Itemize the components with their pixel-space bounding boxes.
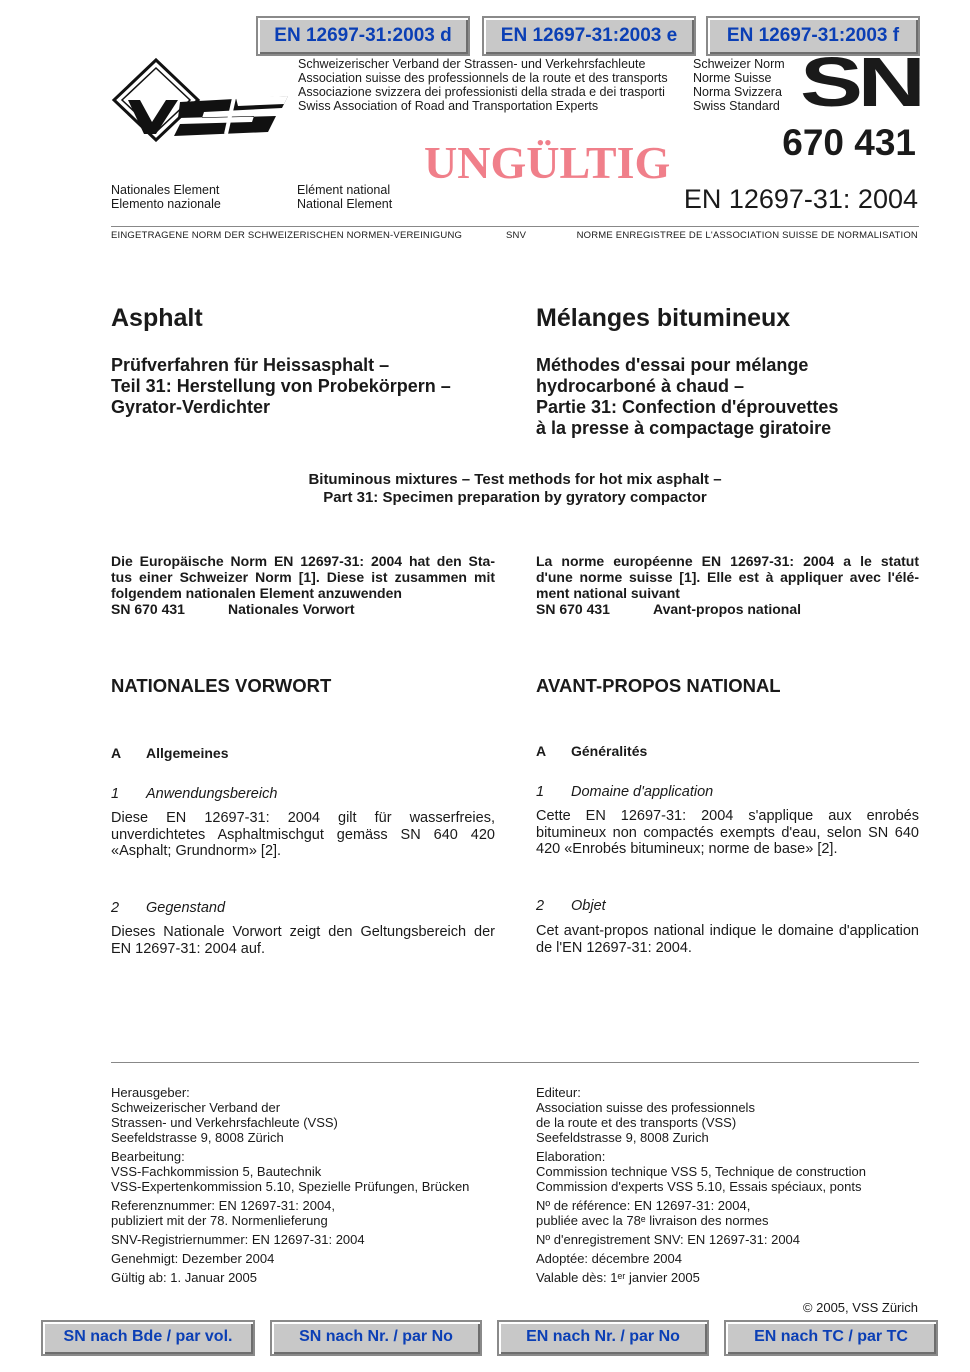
subtitle-de-line: Teil 31: Herstellung von Probekörpern – [111, 376, 451, 396]
nav-en-by-number-button[interactable] [497, 1320, 709, 1356]
element-de: Nationales Element [111, 183, 220, 197]
footer-de-line: Seefeldstrasse 9, 8008 Zürich [111, 1130, 284, 1145]
nav-en-by-tc-label: EN nach TC / par TC [754, 1328, 908, 1345]
footer-fr-line: Elaboration: [536, 1149, 606, 1164]
assoc-line-it: Associazione svizzera dei professionisti della strada e dei trasporti [298, 85, 665, 99]
intro-de-line: folgendem nationalen Element anzuwenden [111, 585, 402, 601]
footer-fr-line: Nº de référence: EN 12697-31: 2004, [536, 1198, 751, 1213]
intro-fr-sn-label: Avant-propos national [653, 601, 802, 617]
nav-en-by-number-label: EN nach Nr. / par No [526, 1328, 680, 1345]
clause2-fr-number: 2 [536, 898, 545, 914]
sn-logo: SN [800, 43, 921, 121]
footer-de-line: VSS-Expertenkommission 5.10, Spezielle Prüfungen, Brücken [111, 1179, 470, 1194]
footer-fr-line: Nº d'enregistrement SNV: EN 12697-31: 2004 [536, 1232, 801, 1247]
clause2-text-de: Dieses Nationale Vorwort zeigt den Geltungsbereich der EN 12697-31: 2004 auf. [111, 924, 495, 957]
clause2-de-title: Gegenstand [146, 900, 226, 916]
norm-line-fr: Norme Suisse [693, 71, 772, 85]
footer-fr-line: Commission technique VSS 5, Technique de construction [536, 1164, 867, 1179]
assoc-line-de: Schweizerischer Verband der Strassen- und Verkehrsfachleute [298, 57, 646, 71]
element-fr: Elément national [297, 183, 391, 197]
copyright: © 2005, VSS Zürich [802, 1300, 918, 1315]
section-heading-de: NATIONALES VORWORT [111, 675, 332, 696]
intro-de-line: Die Europäische Norm EN 12697-31: 2004 hat den Sta- [111, 553, 495, 569]
intro-fr-sn: SN 670 431 [536, 601, 610, 617]
intro-de [111, 553, 495, 617]
clause1-text-fr: Cette EN 12697-31: 2004 s'applique aux enrobés bitumineux non compactés exempts d'eau, selon SN 640 420 «Enrobés bitumineux; norme de base» [2]. [536, 808, 919, 857]
intro-de-sn: SN 670 431 [111, 601, 185, 617]
clause2-heading-fr [536, 898, 606, 914]
norm-line-en: Swiss Standard [693, 99, 780, 113]
nav-en-e-button[interactable] [482, 16, 696, 56]
subsection-fr-letter: A [536, 743, 547, 759]
subtitle-de [111, 355, 451, 418]
subtitle-fr-line: Partie 31: Confection d'éprouvettes [536, 397, 839, 417]
nav-en-d-label: EN 12697-31:2003 d [274, 25, 452, 46]
doc-number: 670 431 [782, 122, 916, 163]
nav-en-by-tc-button[interactable] [724, 1320, 938, 1356]
intro-de-sn-label: Nationales Vorwort [228, 601, 355, 617]
footer-fr-line: Adoptée: décembre 2004 [536, 1251, 682, 1266]
element-left [111, 183, 221, 211]
subtitle-fr-line: hydrocarboné à chaud – [536, 376, 745, 396]
footer-de-line: Referenznummer: EN 12697-31: 2004, [111, 1198, 336, 1213]
footer-de-line: Schweizerischer Verband der [111, 1100, 281, 1115]
subtitle-de-line: Prüfverfahren für Heissasphalt – [111, 355, 390, 375]
subsection-fr-title: Généralités [571, 743, 648, 759]
footer-de-line: Gültig ab: 1. Januar 2005 [111, 1270, 257, 1285]
footer-divider [111, 1062, 919, 1063]
section-heading-fr: AVANT-PROPOS NATIONAL [536, 675, 781, 696]
title-de: Asphalt [111, 304, 203, 332]
footer-de-line: Herausgeber: [111, 1085, 190, 1100]
header-divider [111, 226, 919, 227]
nav-en-f-label: EN 12697-31:2003 f [726, 25, 900, 46]
assoc-line-fr: Association suisse des professionnels de la route et des transports [298, 71, 668, 85]
footer-fr-line: Valable dès: 1ᵉʳ janvier 2005 [536, 1270, 700, 1285]
footer-de-line: SNV-Registriernummer: EN 12697-31: 2004 [111, 1232, 365, 1247]
title-fr: Mélanges bitumineux [536, 304, 791, 332]
nav-sn-by-volume-label: SN nach Bde / par vol. [63, 1328, 233, 1345]
footer-de-line: VSS-Fachkommission 5, Bautechnik [111, 1164, 322, 1179]
footer-fr-line: Editeur: [536, 1085, 581, 1100]
subtitle-fr-line: à la presse à compactage giratoire [536, 418, 832, 438]
clause1-heading-fr [536, 784, 713, 800]
clause1-fr-number: 1 [536, 784, 545, 800]
clause1-de-title: Anwendungsbereich [146, 786, 278, 802]
element-it: Elemento nazionale [111, 197, 221, 211]
english-title-line: Part 31: Specimen preparation by gyratory compactor [323, 489, 707, 506]
footer-fr-line: publiée avec la 78ᵉ livraison des normes [536, 1213, 769, 1228]
footer-fr [536, 1085, 866, 1285]
vss-logo [108, 56, 292, 142]
footer-fr-line: de la route et des transports (VSS) [536, 1115, 737, 1130]
clause1-de-number: 1 [111, 786, 120, 802]
norm-type-names [693, 57, 785, 113]
subtitle-fr [536, 355, 838, 439]
nav-en-d-button[interactable] [256, 16, 470, 56]
footer-de-line: publiziert mit der 78. Normenlieferung [111, 1213, 328, 1228]
nav-sn-by-volume-button[interactable] [41, 1320, 255, 1356]
footer-fr-line: Association suisse des professionnels [536, 1100, 755, 1115]
intro-fr-line: La norme européenne EN 12697-31: 2004 a le statut [536, 553, 919, 569]
clause1-fr-title: Domaine d'application [571, 784, 714, 800]
norm-line-de: Schweizer Norm [693, 57, 785, 71]
footer-fr-line: Seefeldstrasse 9, 8008 Zurich [536, 1130, 709, 1145]
clause2-heading-de [111, 900, 225, 916]
element-right [297, 183, 392, 211]
invalid-stamp: UNGÜLTIG [424, 137, 671, 188]
association-names [298, 57, 668, 113]
nav-en-e-label: EN 12697-31:2003 e [500, 25, 678, 46]
footer-de [111, 1085, 469, 1285]
footer-de-line: Genehmigt: Dezember 2004 [111, 1251, 275, 1266]
subsection-de-title: Allgemeines [146, 745, 229, 761]
subsection-de [111, 745, 228, 761]
clause2-fr-title: Objet [571, 898, 606, 914]
nav-sn-by-number-button[interactable] [270, 1320, 482, 1356]
subtitle-fr-line: Méthodes d'essai pour mélange [536, 355, 809, 375]
clause1-heading-de [111, 786, 277, 802]
intro-de-line: tus einer Schweizer Norm [1]. Diese ist zusammen mit [111, 569, 495, 585]
footer-de-line: Bearbeitung: [111, 1149, 185, 1164]
nav-sn-by-number-label: SN nach Nr. / par No [299, 1328, 453, 1345]
clause2-de-number: 2 [111, 900, 120, 916]
registration-left: EINGETRAGENE NORM DER SCHWEIZERISCHEN NORMEN-VEREINIGUNG [111, 230, 463, 241]
registration-right: NORME ENREGISTREE DE L'ASSOCIATION SUISSE DE NORMALISATION [576, 230, 918, 241]
english-title-line: Bituminous mixtures – Test methods for hot mix asphalt – [308, 471, 722, 488]
registration-mid: SNV [506, 230, 527, 241]
english-title [111, 471, 919, 507]
norm-line-it: Norma Svizzera [693, 85, 782, 99]
clause2-text-fr: Cet avant-propos national indique le domaine d'application de l'EN 12697-31: 2004. [536, 923, 919, 956]
assoc-line-en: Swiss Association of Road and Transportation Experts [298, 99, 599, 113]
intro-fr-line: d'une norme suisse [1]. Elle est à appliquer avec l'élé- [536, 569, 919, 585]
subtitle-de-line: Gyrator-Verdichter [111, 397, 271, 417]
clause1-text-de: Diese EN 12697-31: 2004 gilt für wasserfreies, unverdichtetes Asphaltmischgut gemäss SN 640 420 «Asphalt; Grundnorm» [2]. [111, 810, 495, 859]
intro-fr [536, 553, 919, 617]
footer-de-line: Strassen- und Verkehrsfachleute (VSS) [111, 1115, 338, 1130]
subsection-de-letter: A [111, 745, 122, 761]
element-en: National Element [297, 197, 393, 211]
footer-fr-line: Commission d'experts VSS 5.10, Essais spéciaux, ponts [536, 1179, 862, 1194]
en-reference: EN 12697-31: 2004 [683, 184, 918, 214]
intro-fr-line: ment national suivant [536, 585, 680, 601]
subsection-fr [536, 743, 647, 759]
